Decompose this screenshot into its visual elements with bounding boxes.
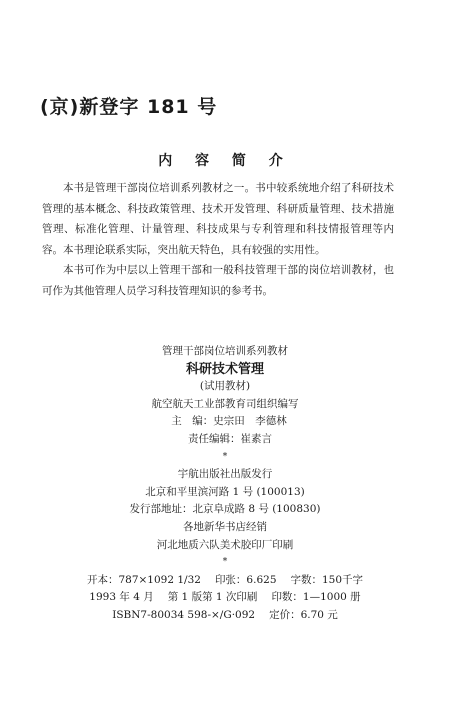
format: 开本：787×1092 1/32 — [86, 573, 201, 586]
distributor: 各地新华书店经销 — [183, 520, 267, 533]
registration-number: (京)新登字 181 号 — [40, 96, 218, 118]
printing: 第 1 版第 1 次印刷 — [167, 591, 258, 604]
word-count: 字数：150千字 — [290, 573, 364, 586]
specs-line — [0, 572, 450, 590]
abstract-heading: 内 容 简 介 — [158, 153, 292, 169]
sheets: 印张：6.625 — [214, 573, 277, 586]
imprint-block — [0, 343, 450, 625]
price: 定价：6.70 元 — [269, 608, 338, 621]
separator-star: * — [222, 557, 228, 568]
book-title: 科研技术管理 — [185, 361, 264, 377]
printer: 河北地质六队美术胶印厂印刷 — [156, 538, 294, 551]
print-run: 印数：1—1000 册 — [271, 591, 361, 604]
abstract-paragraph: 本书可作为中层以上管理干部和一般科技管理干部的岗位培训教材，也可作为其他管理人员学习科技管理知识的参考书。 — [42, 264, 394, 297]
publisher-address: 北京和平里滨河路 1 号 (100013) — [145, 485, 305, 498]
edition-line — [0, 589, 450, 607]
publisher: 宇航出版社出版发行 — [177, 468, 273, 481]
series-name: 管理干部岗位培训系列教材 — [162, 345, 288, 357]
isbn-line — [0, 607, 450, 625]
edition-note: (试用教材) — [199, 380, 251, 393]
abstract-paragraph: 本书是管理干部岗位培训系列教材之一。书中较系统地介绍了科研技术管理的基本概念、科技政策管理、技术开发管理、科研质量管理、技术措施管理、标准化管理、计量管理、科技成果与专利管理和科技情报管理等内容。本书理论联系实际，突出航天特色，具有较强的实用性。 — [42, 182, 394, 256]
publish-date: 1993 年 4 月 — [89, 591, 154, 604]
responsible-editor: 责任编辑：崔素言 — [188, 432, 272, 445]
compiler: 航空航天工业部教育司组织编写 — [151, 397, 299, 410]
isbn: ISBN7-80034 598-×/G·092 — [112, 608, 256, 621]
abstract-body — [42, 178, 394, 301]
chief-editors: 主 编：史宗田 李德林 — [171, 415, 287, 428]
separator-star: * — [222, 451, 228, 462]
distribution-address: 发行部地址：北京阜成路 8 号 (100830) — [129, 503, 321, 516]
